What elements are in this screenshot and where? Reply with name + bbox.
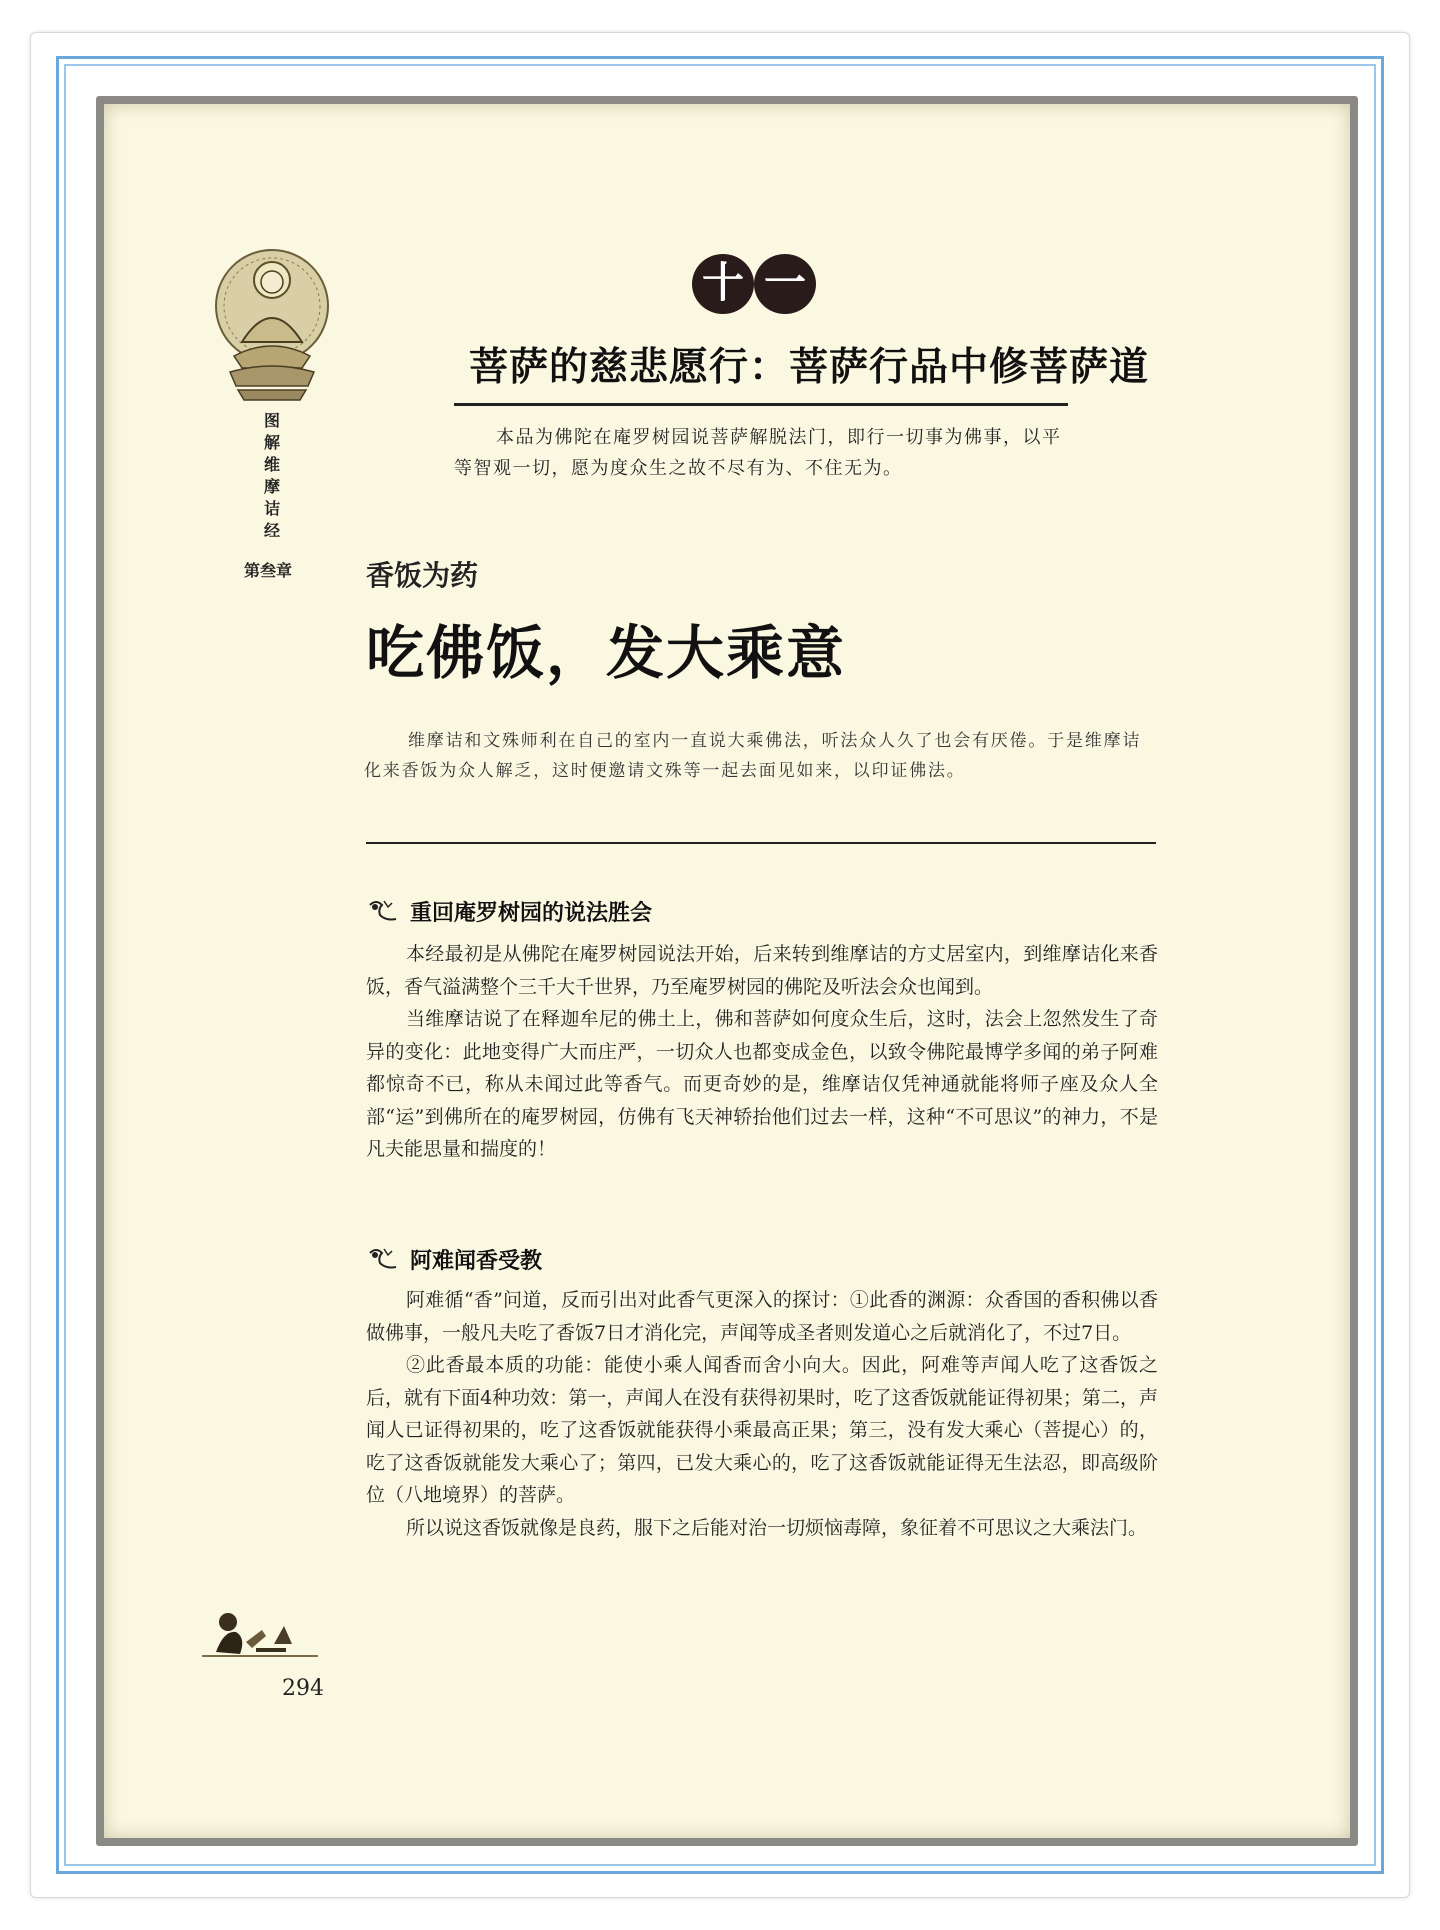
part2-body [366, 1284, 1158, 1544]
chapter-title: 菩萨的慈悲愿行：菩萨行品中修菩萨道 [468, 345, 1149, 390]
chapter-number-badge [692, 254, 820, 314]
section-intro: 维摩诘和文殊师利在自己的室内一直说大乘佛法，听法众人久了也会有厌倦。于是维摩诘化来香饭为众人解乏，这时便邀请文殊等一起去面见如来，以印证佛法。 [364, 731, 1142, 781]
book-page [104, 104, 1350, 1838]
side-chapter-label: 第叁章 [244, 561, 293, 580]
book-page-frame [96, 96, 1358, 1846]
side-title-char: 摩 [263, 477, 280, 496]
chapter-intro: 本品为佛陀在庵罗树园说菩萨解脱法门，即行一切事为佛事，以平等智观一切，愿为度众生之故不尽有为、不住无为。 [454, 427, 1062, 479]
scholar-vignette [200, 1582, 320, 1660]
buddha-illustration [202, 244, 342, 404]
part2-heading [366, 1244, 542, 1275]
side-title-char: 经 [263, 521, 280, 540]
side-book-title [262, 410, 282, 542]
section-title: 吃佛饭，发大乘意 [366, 619, 847, 687]
paragraph: ②此香最本质的功能：能使小乘人闻香而舍小向大。因此，阿难等声闻人吃了这香饭之后，就有下面4种功效：第一，声闻人在没有获得初果时，吃了这香饭就能证得初果；第二，声闻人已证得初果的，吃了这香饭就能获得小乘最高正果；第三，没有发大乘心（菩提心）的，吃了这香饭就能发大乘心了；第四，已发大乘心的，吃了这香饭就能证得无生法忍，即高级阶位（八地境界）的菩萨。 [366, 1354, 1158, 1506]
paragraph: 本经最初是从佛陀在庵罗树园说法开始，后来转到维摩诘的方丈居室内，到维摩诘化来香饭，香气溢满整个三千大千世界，乃至庵罗树园的佛陀及听法会众也闻到。 [366, 943, 1158, 998]
paragraph: 所以说这香饭就像是良药，服下之后能对治一切烦恼毒障，象征着不可思议之大乘法门。 [406, 1516, 1148, 1539]
part1-heading [366, 896, 652, 927]
section-divider [366, 842, 1156, 844]
side-title-char: 维 [263, 455, 280, 474]
section-ornament-icon [366, 897, 402, 927]
part2-heading-text: 阿难闻香受教 [410, 1249, 543, 1274]
side-title-char: 图 [263, 411, 280, 430]
part1-body [366, 938, 1158, 1166]
side-title-char: 诘 [263, 499, 280, 518]
paragraph: 阿难循“香”问道，反而引出对此香气更深入的探讨：①此香的渊源：众香国的香积佛以香做佛事，一般凡夫吃了香饭7日才消化完，声闻等成圣者则发道心之后就消化了，不过7日。 [366, 1289, 1158, 1344]
chapter-number-char: 十 [692, 254, 754, 314]
section-subtitle: 香饭为药 [366, 559, 479, 592]
side-title-char: 解 [263, 433, 280, 452]
chapter-number-char: 一 [754, 254, 816, 314]
paragraph: 当维摩诘说了在释迦牟尼的佛土上，佛和菩萨如何度众生后，这时，法会上忽然发生了奇异的变化：此地变得广大而庄严，一切众人也都变成金色，以致令佛陀最博学多闻的弟子阿难都惊奇不已，称从未闻过此等香气。而更奇妙的是，维摩诘仅凭神通就能将师子座及众人全部“运”到佛所在的庵罗树园，仿佛有飞天神轿抬他们过去一样，这种“不可思议”的神力，不是凡夫能思量和揣度的！ [366, 1008, 1158, 1160]
page-number: 294 [282, 1676, 324, 1701]
title-divider [454, 403, 1068, 406]
section-ornament-icon [366, 1245, 402, 1275]
part1-heading-text: 重回庵罗树园的说法胜会 [410, 901, 653, 926]
